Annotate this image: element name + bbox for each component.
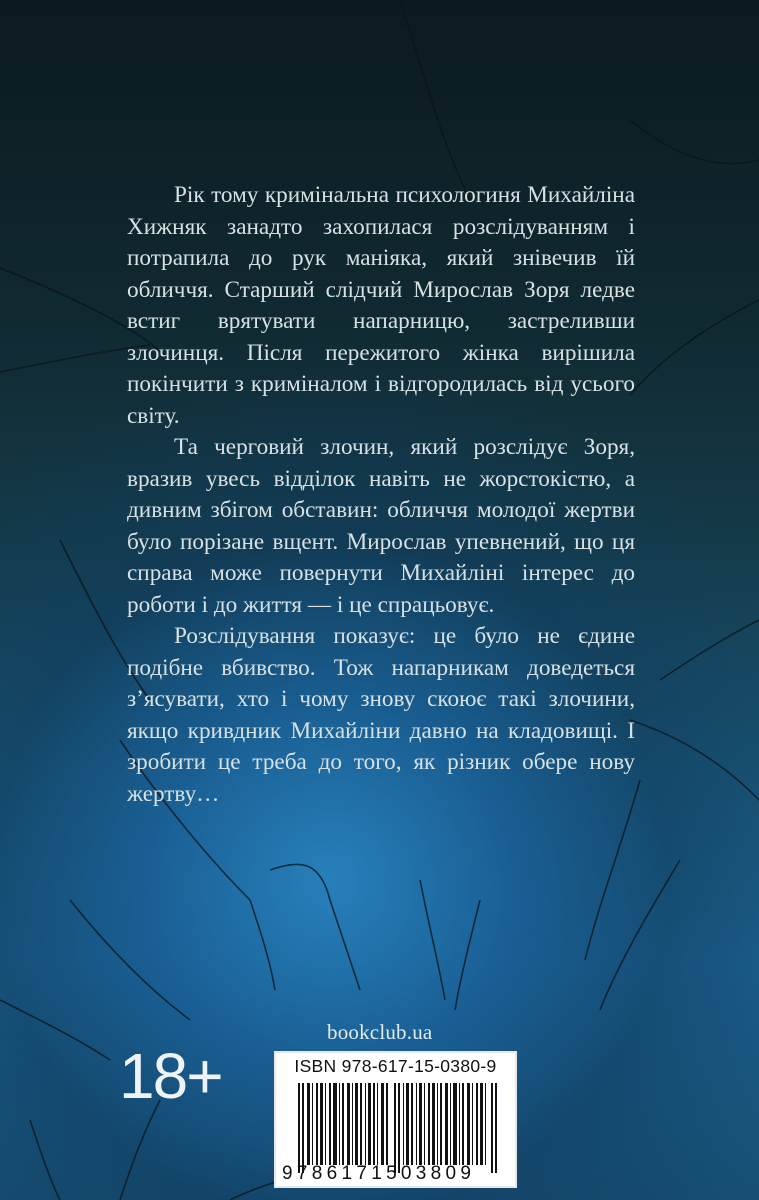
description-paragraph-1: Рік тому кримінальна психологиня Михайліна Хижняк занадто захопилася розслідуванням і потрапила до рук маніяка, який знівечив їй обличчя. Старший слідчий Мирослав Зоря ледве встиг врятувати напарницю, застреливши злочинця. Після пережитого жінка вирішила покінчити з криміналом і відгородилась від усього світу. xyxy=(127,182,635,429)
publisher-website: bookclub.ua xyxy=(327,1020,433,1044)
isbn-barcode-box xyxy=(274,1051,517,1188)
age-rating-badge: 18+ xyxy=(119,1040,222,1112)
barcode-digits: 9786171503809 xyxy=(282,1163,476,1184)
isbn-label: ISBN 978-617-15-0380-9 xyxy=(294,1056,497,1076)
description-paragraph-3: Розслідування показує: це було не єдине подібне вбивство. Тож напарникам доведеться з’ясувати, хто і чому знову скоює такі злочини, якщо кривдник Михайліни давно на кладовищі. І зробити це треба до того, як різник обере нову жертву… xyxy=(127,623,635,807)
description-paragraph-2: Та черговий злочин, який розслідує Зоря, вразив увесь відділок навіть не жорстокістю, а дивним збігом обставин: обличчя молодої жертви було порізане вщент. Мирослав упевнений, що ця справа може повернути Михайліні інтерес до роботи і до життя — і це спрацьовує. xyxy=(127,434,635,618)
book-description xyxy=(127,180,635,810)
barcode-graphic xyxy=(298,1083,498,1173)
